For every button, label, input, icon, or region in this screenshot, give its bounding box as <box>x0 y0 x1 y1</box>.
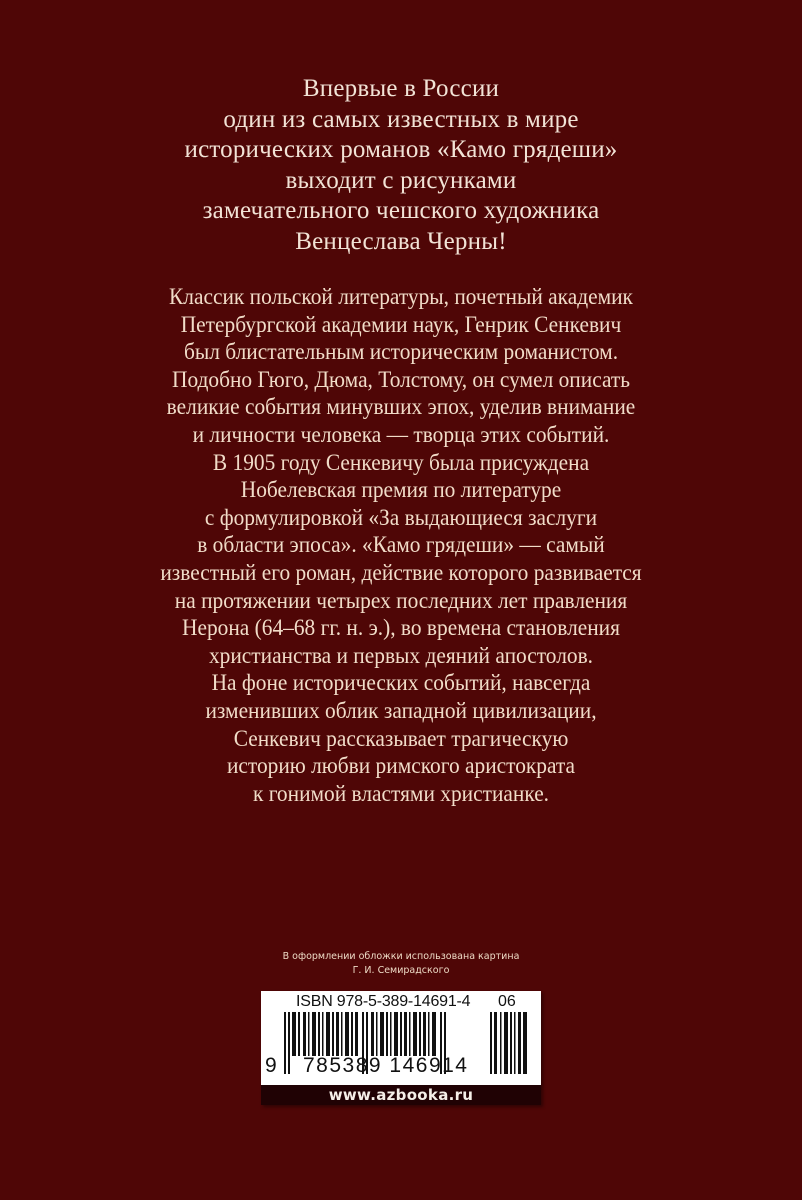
description-line: Подобно Гюго, Дюма, Толстому, он сумел описать <box>172 366 630 392</box>
description-line: Сенкевич рассказывает трагическую <box>233 725 569 751</box>
description-line: Классик польской литературы, почетный академик <box>169 284 633 309</box>
intro-announcement <box>0 74 802 257</box>
intro-line: Венцеслава Черны! <box>295 227 507 255</box>
publisher-url[interactable]: www.azbooka.ru <box>261 1085 541 1105</box>
description-line: к гонимой властями христианке. <box>252 780 550 806</box>
description-line: и личности человека — творца этих событий. <box>192 421 610 447</box>
book-description <box>28 283 774 807</box>
description-line: историю любви римского аристократа <box>226 753 576 779</box>
description-line: известный его роман, действие которого развивается <box>160 559 642 585</box>
intro-line: выходит с рисунками <box>285 166 517 194</box>
cover-art-credit <box>0 950 802 978</box>
barcode-addon-bars-icon <box>490 1012 528 1074</box>
intro-line: Впервые в России <box>302 75 500 102</box>
description-line: На фоне исторических событий, навсегда <box>211 670 591 696</box>
intro-line: замечательного чешского художника <box>202 197 600 224</box>
description-line: Нерона (64–68 гг. н. э.), во времена становления <box>182 615 620 641</box>
intro-line: один из самых известных в мире <box>223 105 579 133</box>
description-line: Нобелевская премия по литературе <box>240 477 562 503</box>
description-line: изменивших облик западной цивилизации, <box>205 697 597 723</box>
description-line: В 1905 году Сенкевичу была присуждена <box>212 449 590 475</box>
barcode-addon-label: 06 <box>498 993 516 1010</box>
credit-line: В оформлении обложки использована картина <box>282 951 520 962</box>
isbn-label: ISBN 978-5-389-14691-4 <box>296 993 471 1010</box>
credit-line: Г. И. Семирадского <box>352 965 450 976</box>
description-line: христианства и первых деяний апостолов. <box>208 642 594 668</box>
isbn-barcode <box>261 991 541 1105</box>
barcode-digits: 785389 146914 <box>303 1054 469 1077</box>
description-line: с формулировкой «За выдающиеся заслуги <box>204 504 598 530</box>
description-line: на протяжении четырех последних лет правления <box>174 587 628 613</box>
description-line: был блистательным историческим романистом. <box>183 339 619 365</box>
barcode-first-digit: 9 <box>265 1054 277 1077</box>
description-line: Петербургской академии наук, Генрик Сенкевич <box>180 311 622 337</box>
description-line: великие события минувших эпох, уделив внимание <box>166 394 636 420</box>
description-line: в области эпоса». «Камо грядеши» — самый <box>197 532 605 558</box>
intro-line: исторических романов «Камо грядеши» <box>184 136 618 163</box>
